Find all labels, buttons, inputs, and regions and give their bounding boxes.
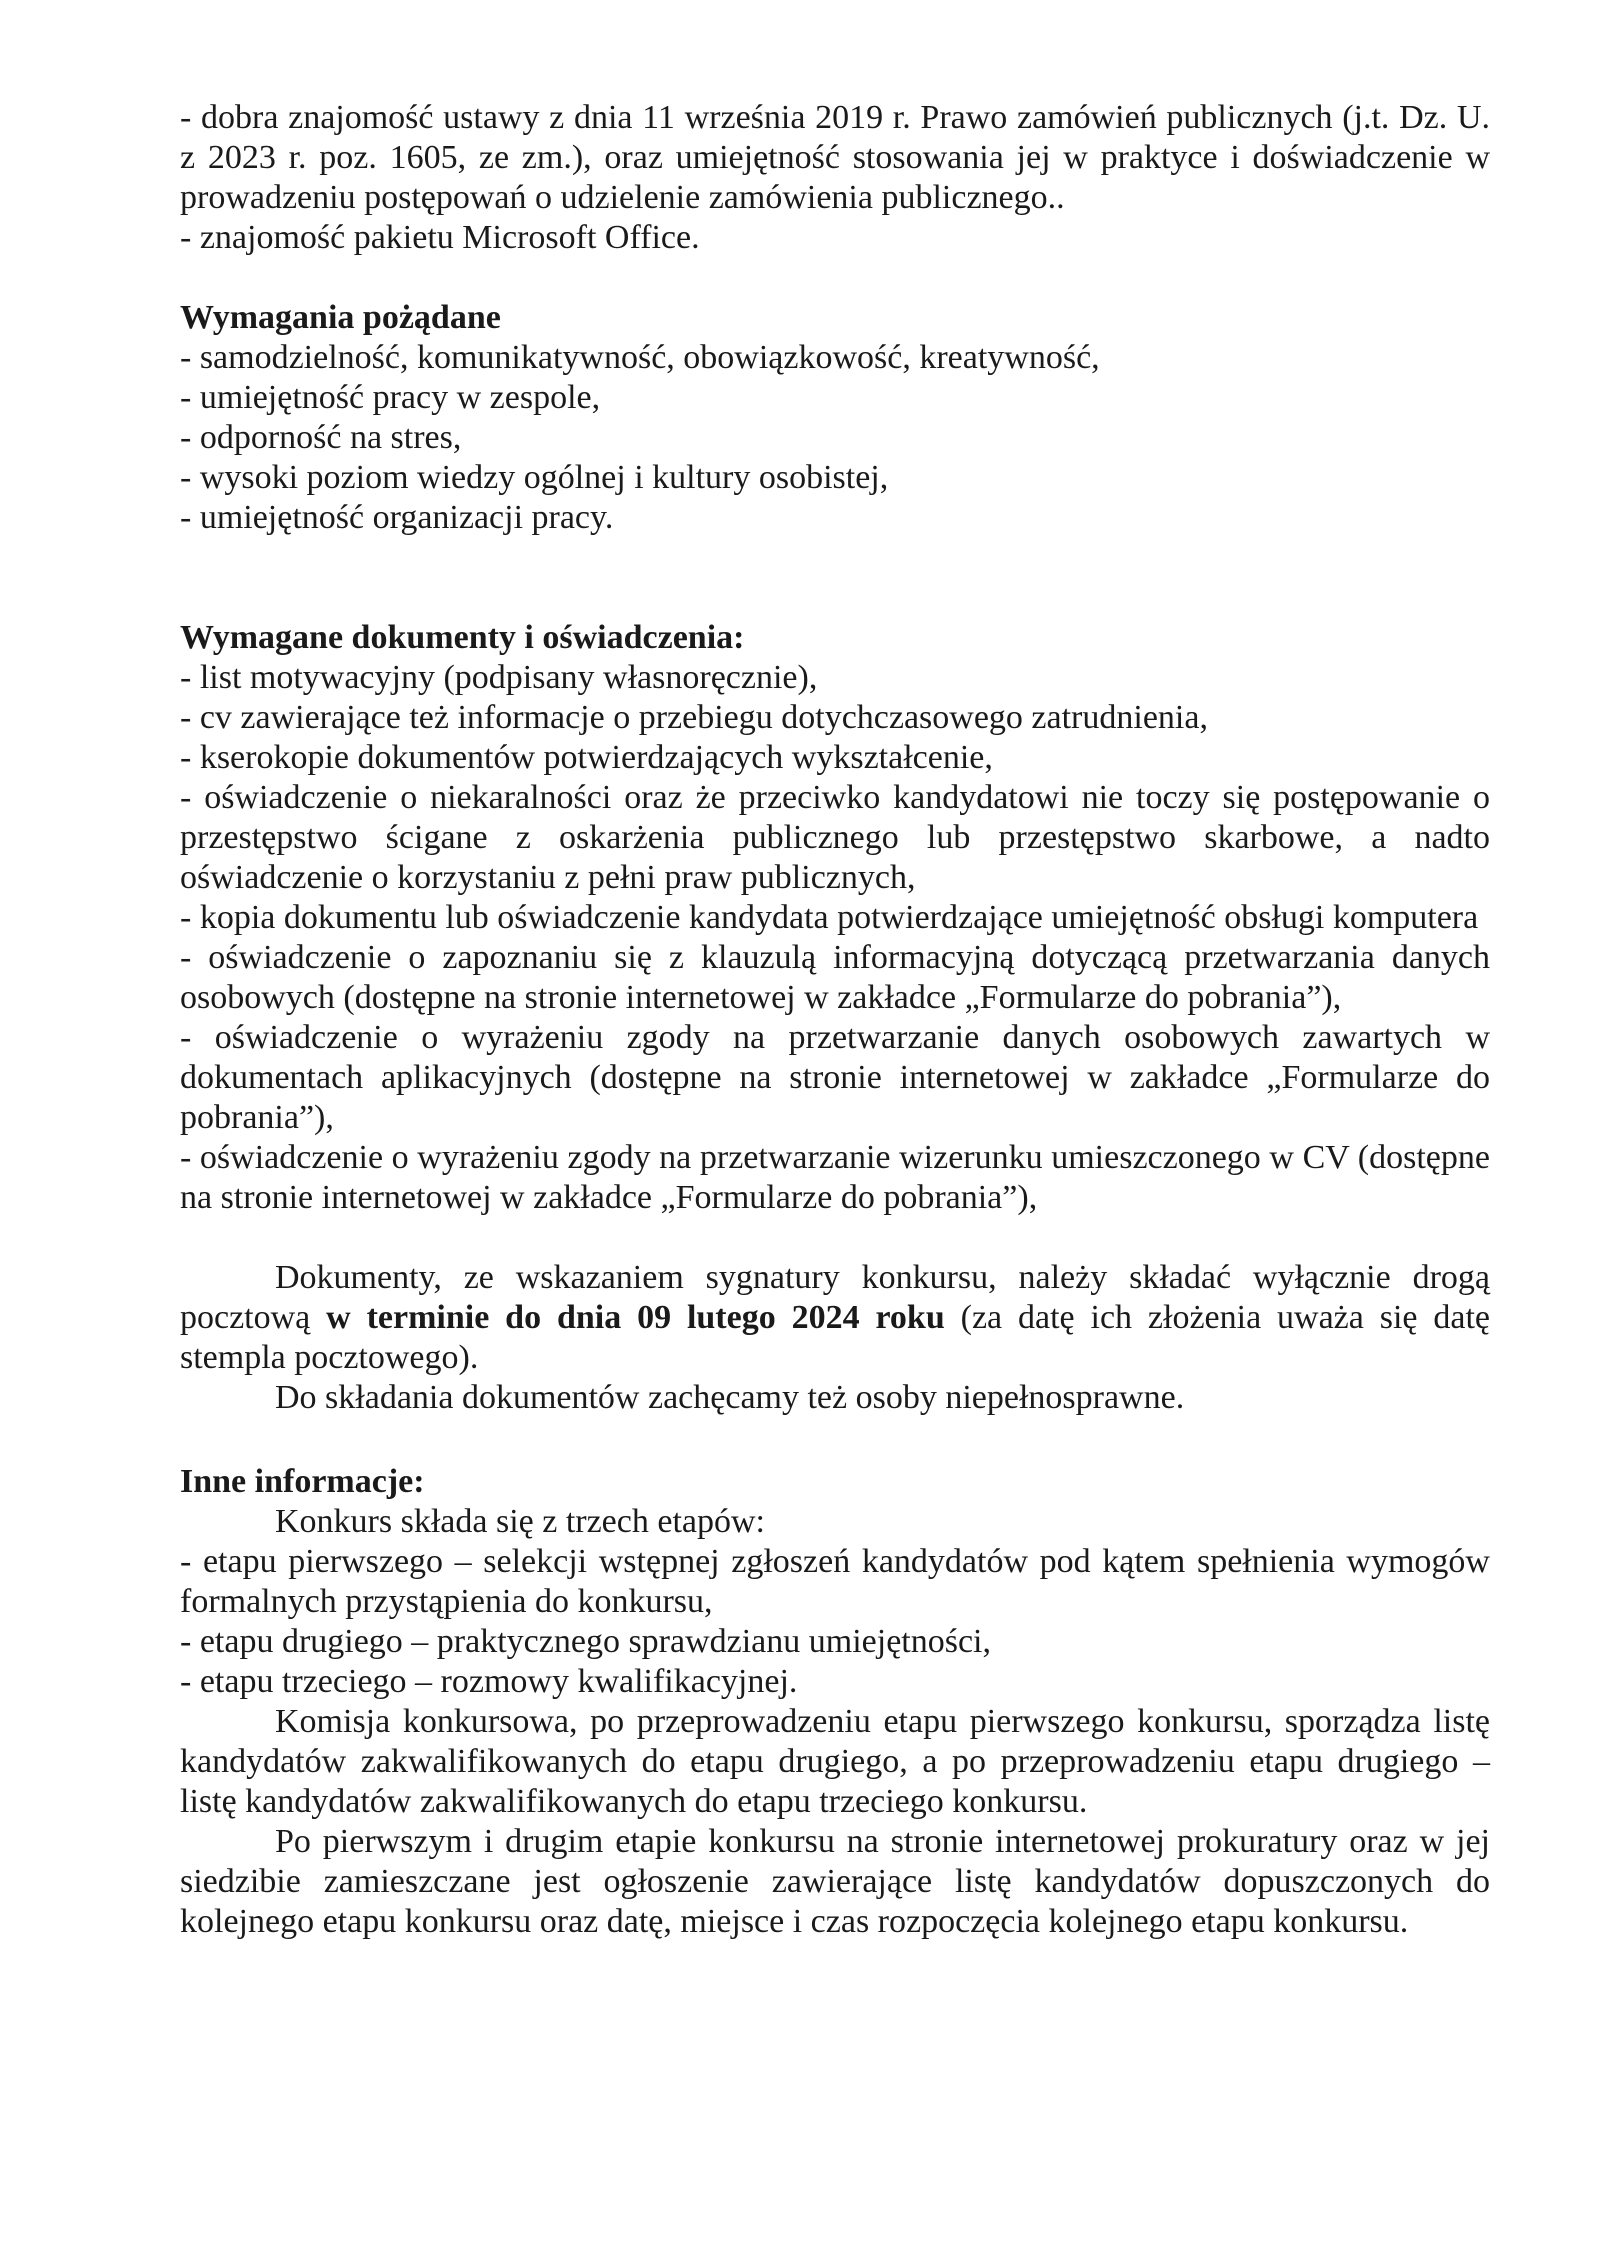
list-item: - umiejętność organizacji pracy. [180,499,614,536]
list-item: - dobra znajomość ustawy z dnia 11 września 2019 r. Prawo zamówień publicznych (j.t. Dz. U. z 2023 r. poz. 1605, ze zm.), oraz umiejętność stosowania jej w praktyce i doświadczenie w prowadzeniu postępowań o udzielenie zamówienia publicznego.. [180,99,1490,216]
list-item: - etapu trzeciego – rozmowy kwalifikacyjnej. [180,1663,798,1700]
required-documents-list [180,658,1490,1218]
submission-text-after: (za datę ich złożenia uważa się datę stempla pocztowego). [180,1299,1491,1376]
list-item: - oświadczenie o wyrażeniu zgody na przetwarzanie wizerunku umieszczonego w CV (dostępne na stronie internetowej w zakładce „Formularze do pobrania”), [180,1139,1490,1216]
list-item: - cv zawierające też informacje o przebiegu dotychczasowego zatrudnienia, [180,699,1208,736]
announcement-paragraph: Po pierwszym i drugim etapie konkursu na stronie internetowej prokuratury oraz w jej siedzibie zamieszczane jest ogłoszenie zawierające listę kandydatów dopuszczonych do kolejnego etapu konkursu oraz datę, miejsce i czas rozpoczęcia kolejnego etapu konkursu. [180,1823,1490,1940]
list-item: - umiejętność pracy w zespole, [180,379,601,416]
list-item: - wysoki poziom wiedzy ogólnej i kultury osobistej, [180,459,889,496]
document-page [180,98,1490,1942]
list-item: - samodzielność, komunikatywność, obowiązkowość, kreatywność, [180,339,1100,376]
encouragement-paragraph: Do składania dokumentów zachęcamy też osoby niepełnosprawne. [275,1379,1185,1416]
list-item: - kserokopie dokumentów potwierdzających wykształcenie, [180,739,993,776]
other-info-heading: Inne informacje: [180,1463,425,1500]
list-item: - odporność na stres, [180,419,462,456]
intro-requirements-list [180,98,1490,258]
list-item: - znajomość pakietu Microsoft Office. [180,219,700,256]
list-item: - etapu drugiego – praktycznego sprawdzianu umiejętności, [180,1623,992,1660]
list-item: - etapu pierwszego – selekcji wstępnej zgłoszeń kandydatów pod kątem spełnienia wymogów formalnych przystąpienia do konkursu, [180,1543,1490,1620]
list-item: - oświadczenie o zapoznaniu się z klauzulą informacyjną dotyczącą przetwarzania danych osobowych (dostępne na stronie internetowej w zakładce „Formularze do pobrania”), [180,939,1490,1016]
submission-paragraph [180,1258,1490,1378]
desired-requirements-list [180,338,1490,538]
commission-paragraph: Komisja konkursowa, po przeprowadzeniu etapu pierwszego konkursu, sporządza listę kandydatów zakwalifikowanych do etapu drugiego, a po przeprowadzeniu etapu drugiego – listę kandydatów zakwalifikowanych do etapu trzeciego konkursu. [180,1703,1490,1820]
list-item: - list motywacyjny (podpisany własnoręcznie), [180,659,818,696]
submission-text-before: Dokumenty, ze wskazaniem sygnatury konkursu, należy składać wyłącznie drogą pocztową [180,1259,1490,1336]
required-documents-heading: Wymagane dokumenty i oświadczenia: [180,619,745,656]
desired-requirements-heading: Wymagania pożądane [180,299,501,336]
stages-intro: Konkurs składa się z trzech etapów: [275,1503,765,1540]
list-item: - kopia dokumentu lub oświadczenie kandydata potwierdzające umiejętność obsługi komputera [180,899,1479,936]
list-item: - oświadczenie o wyrażeniu zgody na przetwarzanie danych osobowych zawartych w dokumentach aplikacyjnych (dostępne na stronie internetowej w zakładce „Formularze do pobrania”), [180,1019,1490,1136]
stages-list [180,1542,1490,1702]
submission-deadline: w terminie do dnia 09 lutego 2024 roku [326,1299,945,1336]
list-item: - oświadczenie o niekaralności oraz że przeciwko kandydatowi nie toczy się postępowanie o przestępstwo ścigane z oskarżenia publicznego lub przestępstwo skarbowe, a nadto oświadczenie o korzystaniu z pełni praw publicznych, [180,779,1490,896]
